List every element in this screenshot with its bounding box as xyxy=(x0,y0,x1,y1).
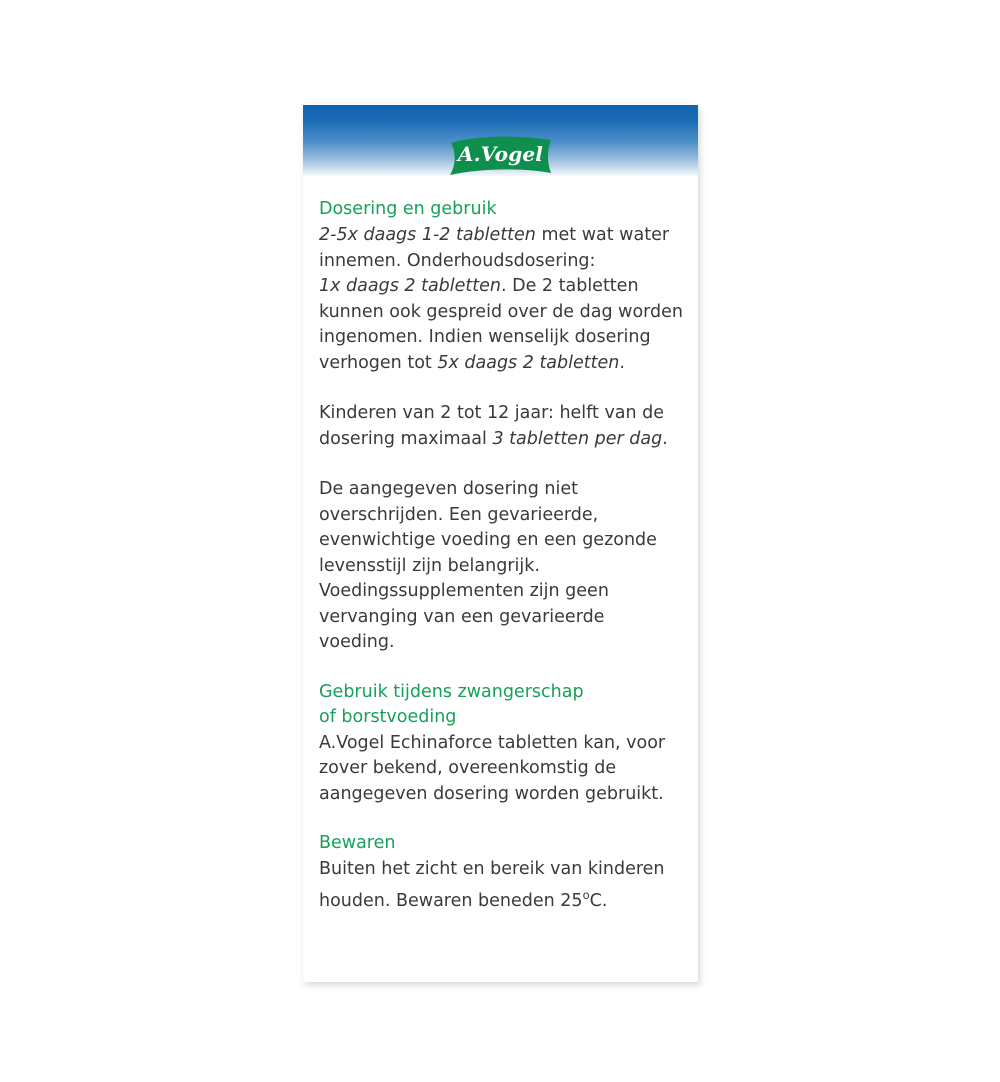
leaf-banner-icon xyxy=(447,133,555,177)
paragraph-dosering-main: 2-5x daags 1-2 tabletten met wat water innemen. Onderhoudsdosering: 1x daags 2 tabletten. De 2 tabletten kunnen ook gespreid over de dag worden ingenomen. Indien wenselijk dosering verhogen tot 5x daags 2 tabletten. xyxy=(319,225,684,373)
brand-logo-text: A.Vogel xyxy=(457,142,544,166)
product-package-panel xyxy=(303,105,698,982)
paragraph-bewaren: Buiten het zicht en bereik van kinderen houden. Bewaren beneden 25$^o$C. xyxy=(319,859,665,911)
section-heading-zwangerschap: Gebruik tijdens zwangerschap of borstvoeding xyxy=(319,681,584,727)
package-text-content xyxy=(319,197,685,914)
section-heading-dosering: Dosering en gebruik xyxy=(319,199,497,219)
paragraph-dosering-children: Kinderen van 2 tot 12 jaar: helft van de dosering maximaal 3 tabletten per dag. xyxy=(319,403,668,449)
paragraph-dosering-warning: De aangegeven dosering niet overschrijden. Een gevarieerde, evenwichtige voeding en een gezonde levensstijl zijn belangrijk. Voedingssupplementen zijn geen vervanging van een gevarieerde voeding. xyxy=(319,479,657,652)
brand-logo xyxy=(303,133,698,177)
section-heading-bewaren: Bewaren xyxy=(319,833,396,853)
paragraph-zwangerschap: A.Vogel Echinaforce tabletten kan, voor zover bekend, overeenkomstig de aangegeven dosering worden gebruikt. xyxy=(319,732,666,804)
